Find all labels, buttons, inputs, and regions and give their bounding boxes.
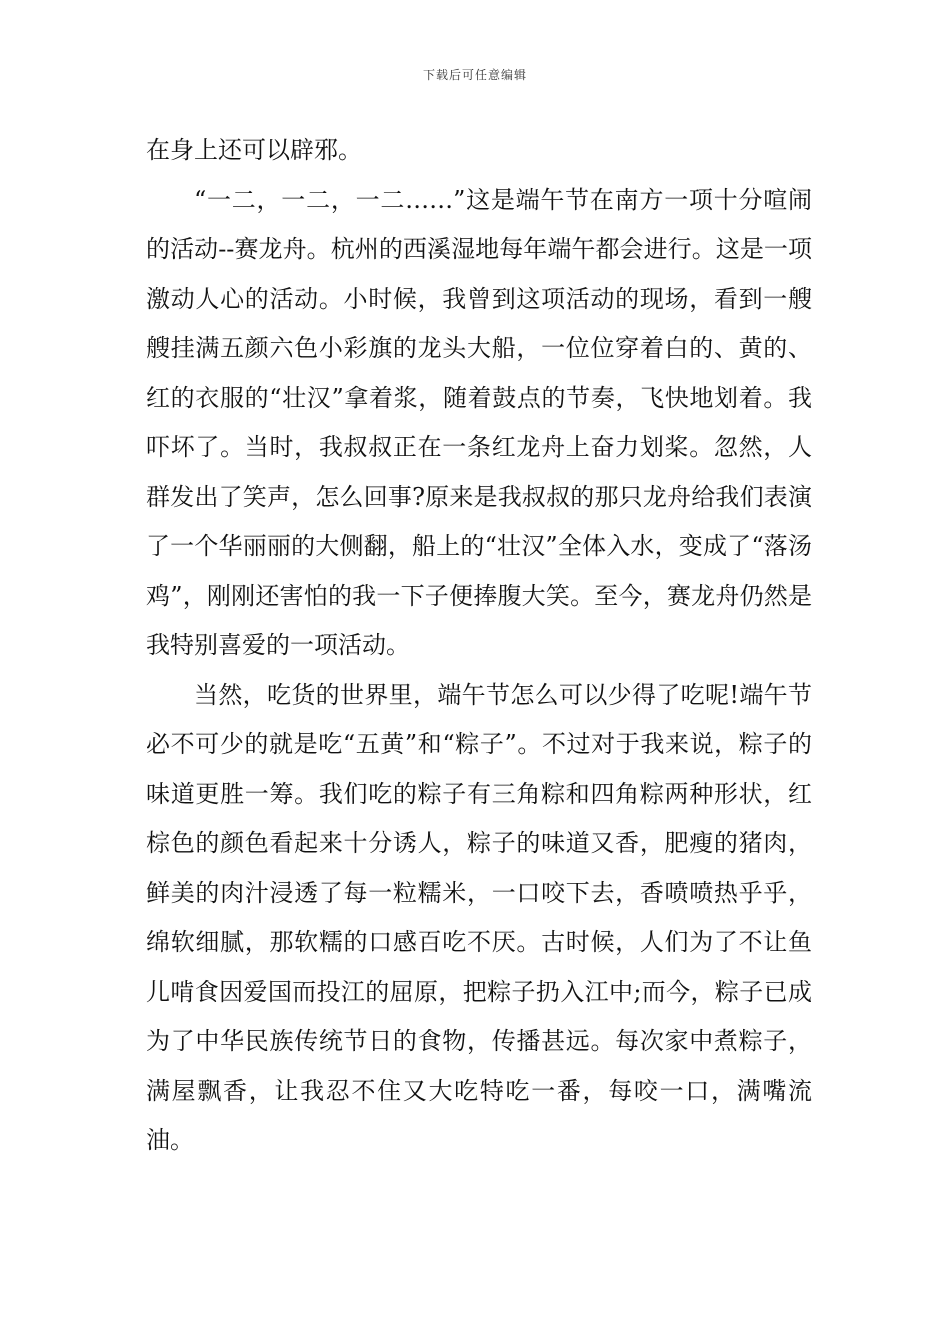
body-text <box>146 126 812 1166</box>
page-header: 下载后可任意编辑 <box>422 68 527 82</box>
paragraph-2: “一二，一二，一二……”这是端午节在南方一项十分喧闹的活动--赛龙舟。杭州的西溪湿地每年端午都会进行。这是一项激动人心的活动。小时候，我曾到这项活动的现场，看到一艘艘挂满五颜六色小彩旗的龙头大船，一位位穿着白的、黄的、红的衣服的“壮汉”拿着浆，随着鼓点的节奏，飞快地划着。我吓坏了。当时，我叔叔正在一条红龙舟上奋力划桨。忽然，人群发出了笑声，怎么回事?原来是我叔叔的那只龙舟给我们表演了一个华丽丽的大侧翻，船上的“壮汉”全体入水，变成了“落汤鸡”，刚刚还害怕的我一下子便捧腹大笑。至今，赛龙舟仍然是我特别喜爱的一项活动。 <box>146 185 812 659</box>
paragraph-3: 当然，吃货的世界里，端午节怎么可以少得了吃呢!端午节必不可少的就是吃“五黄”和“粽子”。不过对于我来说，粽子的味道更胜一筹。我们吃的粽子有三角粽和四角粽两种形状，红棕色的颜色看起来十分诱人，粽子的味道又香，肥瘦的猪肉，鲜美的肉汁浸透了每一粒糯米，一口咬下去，香喷喷热乎乎，绵软细腻，那软糯的口感百吃不厌。古时候，人们为了不让鱼儿啃食因爱国而投江的屈原，把粽子扔入江中;而今，粽子已成为了中华民族传统节日的食物，传播甚远。每次家中煮粽子，满屋飘香，让我忍不住又大吃特吃一番，每咬一口，满嘴流油。 <box>146 680 812 1154</box>
paragraph-1: 在身上还可以辟邪。 <box>146 136 362 164</box>
